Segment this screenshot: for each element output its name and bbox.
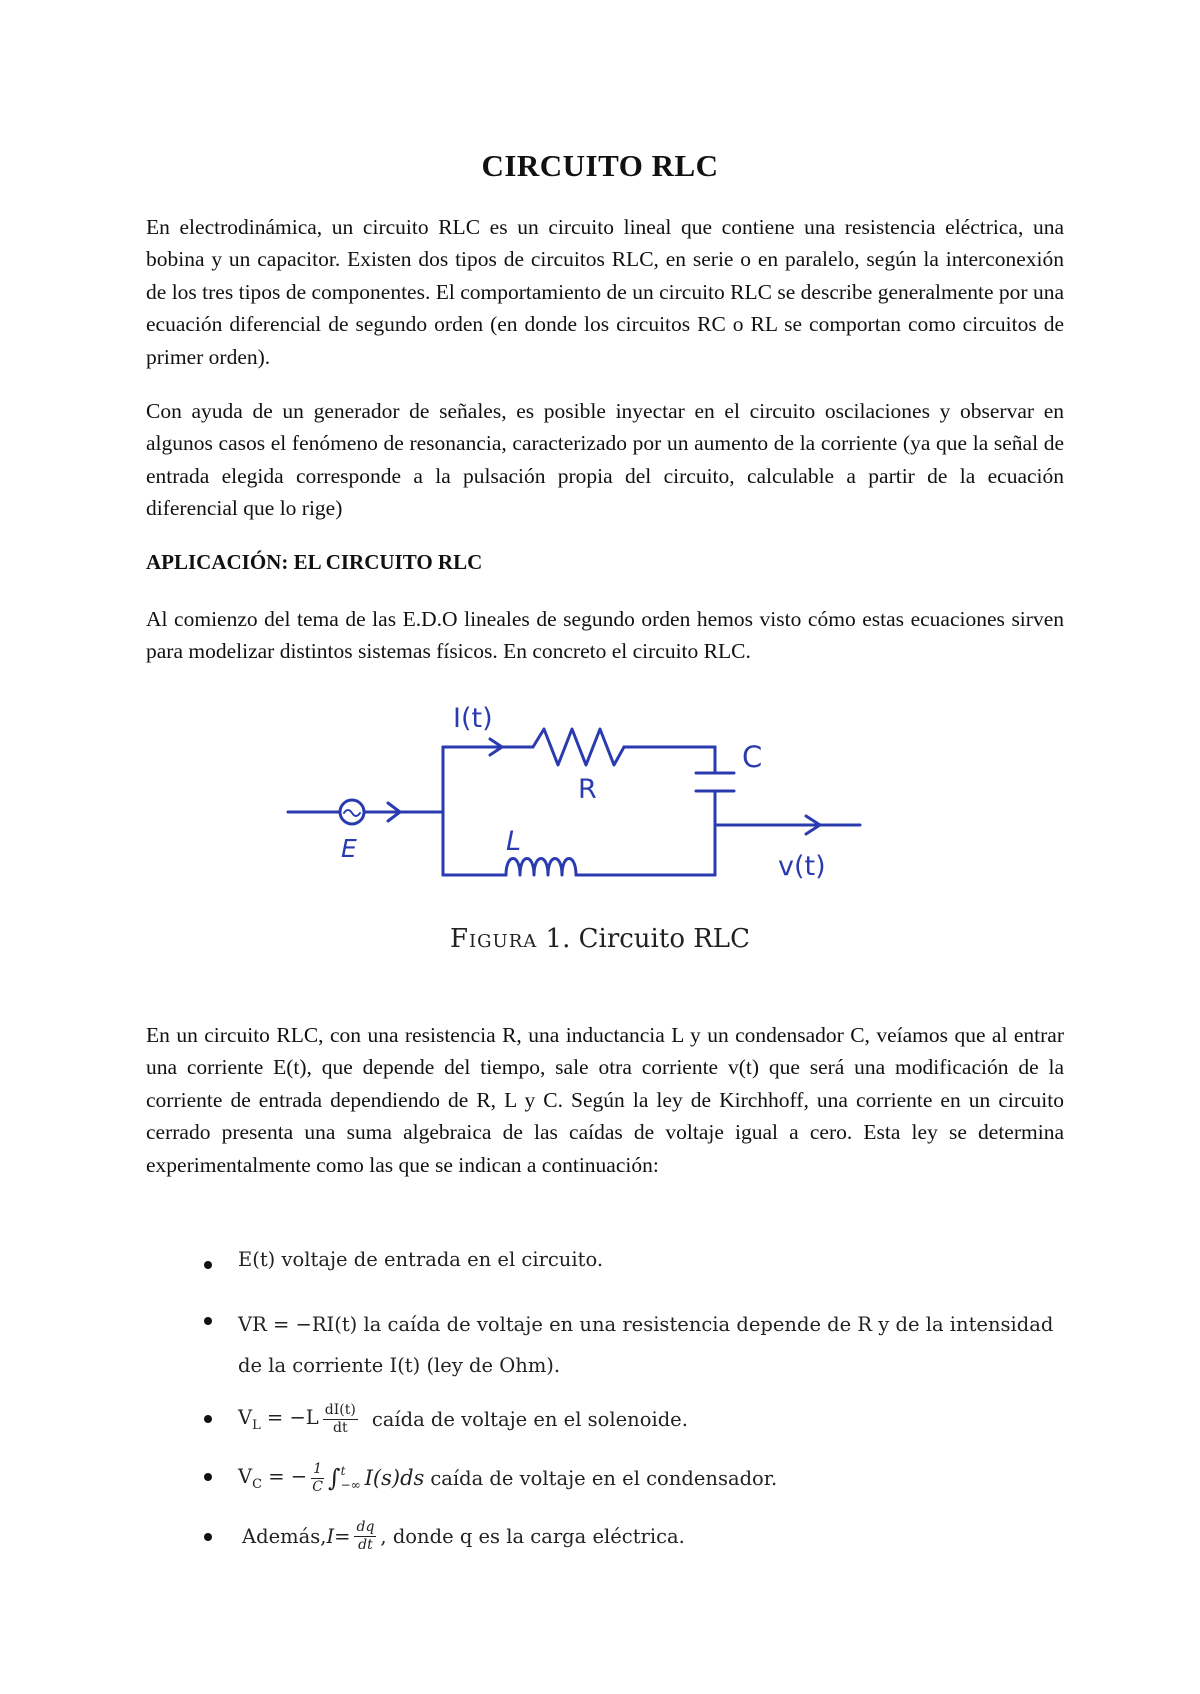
formula-vc: $V_C$ = − [238, 1464, 308, 1492]
list-item [200, 1304, 1080, 1390]
equals-sign: = [334, 1524, 351, 1548]
fraction-dq-dt: $\frac{dq}{dt}$ [356, 1519, 375, 1553]
rlc-circuit-figure [278, 695, 878, 920]
bullet-charge-text: , donde q es la carga eléctrica. [380, 1524, 685, 1548]
list-item [200, 1448, 1080, 1508]
label-output: v(t) [778, 851, 826, 882]
caption-number: 1. [545, 924, 571, 954]
document-title: CIRCUITO RLC [481, 148, 719, 183]
label-source: E [341, 834, 357, 863]
caption-text: Circuito RLC [578, 924, 750, 954]
label-inductor: L [506, 826, 522, 857]
bullet-capacitor-text: caída de voltaje en el condensador. [430, 1466, 778, 1490]
integrand: I(s)ds [364, 1466, 425, 1490]
label-capacitor: C [742, 740, 763, 774]
voltage-list [200, 1248, 1080, 1564]
list-item [200, 1248, 1080, 1304]
bullet-solenoid-text: caída de voltaje en el solenoide. [371, 1407, 688, 1431]
list-item [200, 1390, 1080, 1448]
formula-vr: VR = −RI(t) [238, 1313, 358, 1336]
label-current: I(t) [453, 703, 493, 734]
integral-sign: ∫ [328, 1464, 341, 1492]
label-resistor: R [578, 774, 597, 805]
section-heading: APLICACIÓN: EL CIRCUITO RLC [146, 550, 483, 574]
bullet-resistor-text: la caída de voltaje en una resistencia depende de R y de la intensidad de la corriente I(t) (ley de Ohm). [238, 1313, 1054, 1377]
resistor-symbol [533, 729, 624, 765]
integral-limits: t −∞ [340, 1463, 361, 1492]
formula-vl: $V_L = -L$ [238, 1405, 319, 1433]
bullet-ademas: Además, [242, 1524, 327, 1548]
paragraph-intro: En electrodinámica, un circuito RLC es un circuito lineal que contiene una resistencia eléctrica, una bobina y un capacitor. Existen dos tipos de circuitos RLC, en serie o en paralelo, según la interconexión de los tres tipos de componentes. El comportamiento de un circuito RLC se describe generalmente por una ecuación diferencial de segundo orden (en donde los circuitos RC o RL se comportan como circuitos de primer orden). [146, 215, 1064, 369]
figure-caption [0, 924, 1200, 954]
source-tilde [344, 810, 360, 816]
paragraph-kirchhoff: En un circuito RLC, con una resistencia R, una inductancia L y un condensador C, veíamos que al entrar una corriente E(t), que depende del tiempo, sale otra corriente v(t) que será una modificación de la corriente de entrada dependiendo de R, L y C. Según la ley de Kirchhoff, una corriente en un circuito cerrado presenta una suma algebraica de las caídas de voltaje igual a cero. Esta ley se determina experimentalmente como las que se indican a continuación: [146, 1023, 1064, 1177]
variable-i: I [326, 1524, 335, 1548]
list-item [200, 1508, 1080, 1564]
fraction-dit-dt: $\frac{dI(t)}{dt}$ [324, 1402, 356, 1436]
paragraph-application: Al comienzo del tema de las E.D.O lineales de segundo orden hemos visto cómo estas ecuaciones sirven para modelizar distintos sistemas físicos. En concreto el circuito RLC. [146, 607, 1064, 664]
fraction-one-over-c: $\frac{1}{C}$ [312, 1461, 323, 1495]
paragraph-resonance: Con ayuda de un generador de señales, es posible inyectar en el circuito oscilaciones y observar en algunos casos el fenómeno de resonancia, caracterizado por un aumento de la corriente (ya que la señal de entrada elegida corresponde a la pulsación propia del circuito, calculable a partir de la ecuación diferencial que lo rige) [146, 399, 1064, 521]
caption-prefix: Figura [450, 924, 538, 954]
inductor-symbol [506, 859, 576, 876]
bullet-input-voltage: E(t) voltaje de entrada en el circuito. [238, 1248, 604, 1271]
